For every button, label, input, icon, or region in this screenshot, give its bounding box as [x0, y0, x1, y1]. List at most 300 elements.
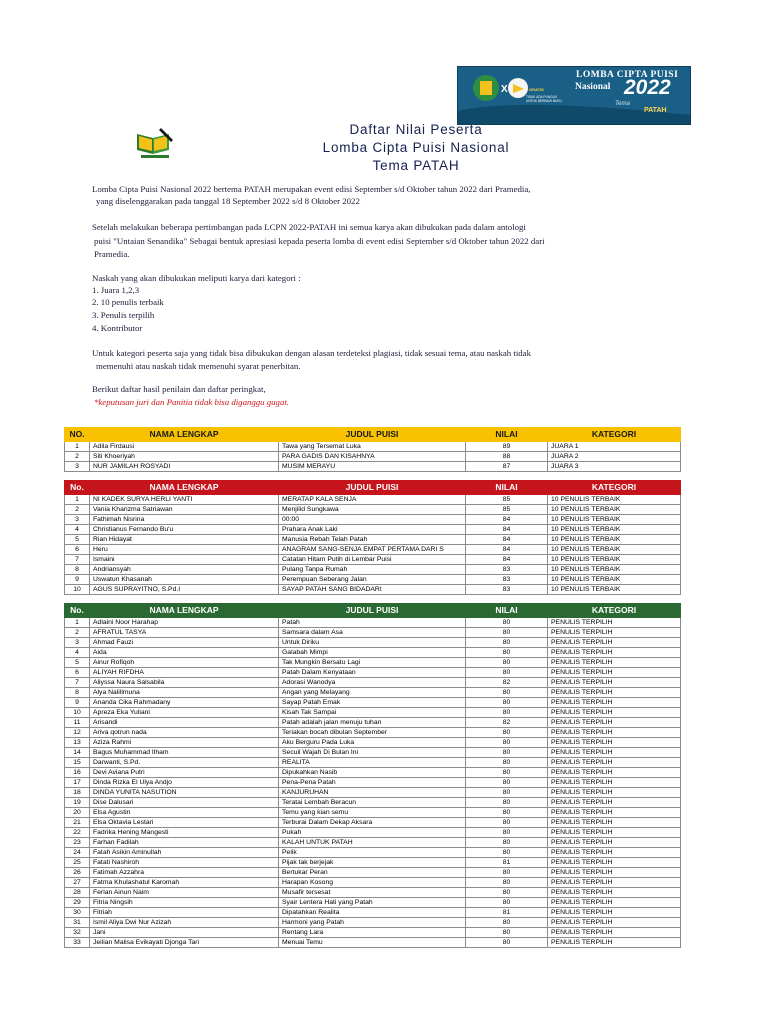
cell-nilai: 81	[466, 908, 548, 918]
cell-nama: Arisandi	[90, 718, 279, 728]
banner-tema: PATAH	[644, 107, 667, 114]
cell-nama: Adila Firdausi	[90, 442, 279, 452]
cell-no: 2	[65, 452, 90, 462]
cell-kategori: PENULIS TERPILIH	[548, 888, 681, 898]
cell-nilai: 80	[466, 828, 548, 838]
cell-judul: Musafir tersesat	[279, 888, 466, 898]
table-row	[65, 688, 681, 698]
cell-nilai: 85	[466, 505, 548, 515]
cell-judul: Patah adalah jalan menuju tuhan	[279, 718, 466, 728]
cell-kategori: PENULIS TERPILIH	[548, 728, 681, 738]
table-row	[65, 575, 681, 585]
cell-judul: Harapan Kosong	[279, 878, 466, 888]
table-row	[65, 838, 681, 848]
untuk-line-1: Untuk kategori peserta saja yang tidak bisa dibukukan dengan alasan terdeteksi plagiasi, tidak sesuai tema, atau naskah tidak	[92, 348, 531, 358]
cell-judul: Tawa yang Tersemat Luka	[279, 442, 466, 452]
untuk-line-2: memenuhi atau naskah tidak memenuhi syarat penerbitan.	[96, 361, 301, 371]
cell-nama: Ferlan Ainun Naim	[90, 888, 279, 898]
cell-kategori: PENULIS TERPILIH	[548, 848, 681, 858]
cell-nama: Fatah Asikin Aminullah	[90, 848, 279, 858]
cell-nama: Ainur Rofiqoh	[90, 658, 279, 668]
cell-no: 19	[65, 798, 90, 808]
table-header-row	[65, 428, 681, 442]
cell-no: 26	[65, 868, 90, 878]
cell-nama: Jeilian Malisa Evikayati Djonga Tari	[90, 938, 279, 948]
category-item: 3. Penulis terpilih	[92, 310, 155, 320]
cell-nama: Vania Kharizma Satriawan	[90, 505, 279, 515]
cell-no: 3	[65, 462, 90, 472]
cell-kategori: PENULIS TERPILIH	[548, 838, 681, 848]
cell-kategori: PENULIS TERPILIH	[548, 738, 681, 748]
cell-no: 3	[65, 638, 90, 648]
cell-nilai: 80	[466, 808, 548, 818]
cell-nama: Fatati Nashiroh	[90, 858, 279, 868]
cell-judul: PARA GADIS DAN KISAHNYA	[279, 452, 466, 462]
cell-nama: Aliyssa Naura Salsabila	[90, 678, 279, 688]
cell-nilai: 85	[466, 495, 548, 505]
cell-nama: Farhan Fadilah	[90, 838, 279, 848]
table-row	[65, 788, 681, 798]
cell-kategori: 10 PENULIS TERBAIK	[548, 585, 681, 595]
header-kategori: KATEGORI	[548, 604, 681, 618]
cell-kategori: 10 PENULIS TERBAIK	[548, 525, 681, 535]
cell-nilai: 80	[466, 918, 548, 928]
cell-judul: Terburai Dalam Dekap Aksara	[279, 818, 466, 828]
cell-no: 4	[65, 648, 90, 658]
cell-nama: ALIYAH RIFDHA	[90, 668, 279, 678]
table-row	[65, 565, 681, 575]
cell-no: 7	[65, 555, 90, 565]
cell-judul: KALAH UNTUK PATAH	[279, 838, 466, 848]
cell-judul: Pukah	[279, 828, 466, 838]
disclaimer-note: *keputusan juri dan Panitia tidak bisa diganggu gugat.	[94, 397, 289, 407]
header-nilai: NILAI	[466, 481, 548, 495]
cell-no: 29	[65, 898, 90, 908]
cell-no: 5	[65, 658, 90, 668]
category-item: 2. 10 penulis terbaik	[92, 297, 164, 307]
banner-tagline: TIDAK ADA PUNGLIK UNTUK BERBAGI BUKU	[526, 95, 562, 103]
cell-nama: Fatimah Azzahra	[90, 868, 279, 878]
cell-nama: Dise Dalusari	[90, 798, 279, 808]
cell-nama: Fadrika Hening Mangesti	[90, 828, 279, 838]
cell-kategori: PENULIS TERPILIH	[548, 628, 681, 638]
table-row	[65, 628, 681, 638]
juara-table	[64, 427, 681, 472]
table-row	[65, 442, 681, 452]
cell-no: 15	[65, 758, 90, 768]
cell-no: 13	[65, 738, 90, 748]
cell-nilai: 84	[466, 555, 548, 565]
cell-judul: Dipukahkan Nasib	[279, 768, 466, 778]
table-header-row	[65, 604, 681, 618]
cell-nama: Devi Aviana Putri	[90, 768, 279, 778]
cell-judul: Prahara Anak Laki	[279, 525, 466, 535]
cell-judul: Bertukar Peran	[279, 868, 466, 878]
table-row	[65, 818, 681, 828]
table-row	[65, 858, 681, 868]
cell-nilai: 80	[466, 748, 548, 758]
cell-nilai: 80	[466, 758, 548, 768]
terpilih-table	[64, 603, 681, 948]
cell-judul: Pena-Pena Patah	[279, 778, 466, 788]
cell-nama: Heru	[90, 545, 279, 555]
cell-kategori: PENULIS TERPILIH	[548, 778, 681, 788]
cell-nilai: 87	[466, 462, 548, 472]
cell-nilai: 84	[466, 535, 548, 545]
header-kategori: KATEGORI	[548, 481, 681, 495]
cell-judul: Harmoni yang Patah	[279, 918, 466, 928]
cell-kategori: PENULIS TERPILIH	[548, 818, 681, 828]
cell-no: 23	[65, 838, 90, 848]
cell-kategori: 10 PENULIS TERBAIK	[548, 495, 681, 505]
cell-nama: Dinda Rizka El Ulya Andjo	[90, 778, 279, 788]
cell-judul: Menuai Temu	[279, 938, 466, 948]
table-row	[65, 728, 681, 738]
naskah-intro: Naskah yang akan dibukukan meliputi karya dari kategori :	[92, 273, 301, 283]
cell-no: 27	[65, 878, 90, 888]
pramedia-logo	[131, 126, 179, 160]
cell-nama: Elsa Agustin	[90, 808, 279, 818]
cell-kategori: PENULIS TERPILIH	[548, 868, 681, 878]
cell-nama: Andriansyah	[90, 565, 279, 575]
table-row	[65, 918, 681, 928]
cell-nilai: 80	[466, 668, 548, 678]
header-nama: NAMA LENGKAP	[90, 604, 279, 618]
cell-judul: Pijak tak berjejak	[279, 858, 466, 868]
cell-nilai: 80	[466, 708, 548, 718]
cell-nilai: 80	[466, 698, 548, 708]
berikut-text: Berikut daftar hasil penilain dan daftar peringkat,	[92, 384, 266, 394]
table-row	[65, 888, 681, 898]
cell-kategori: PENULIS TERPILIH	[548, 788, 681, 798]
cell-no: 10	[65, 708, 90, 718]
table-row	[65, 555, 681, 565]
cell-kategori: JUARA 3	[548, 462, 681, 472]
cell-nama: Alya Nalillmuna	[90, 688, 279, 698]
table-row	[65, 768, 681, 778]
cell-kategori: PENULIS TERPILIH	[548, 718, 681, 728]
cell-no: 8	[65, 688, 90, 698]
cell-nilai: 83	[466, 565, 548, 575]
cell-nilai: 80	[466, 938, 548, 948]
cell-judul: Pulang Tanpa Rumah	[279, 565, 466, 575]
cell-judul: MERATAP KALA SENJA	[279, 495, 466, 505]
cell-nama: Aida	[90, 648, 279, 658]
table-row	[65, 668, 681, 678]
cell-judul: Kisah Tak Sampai	[279, 708, 466, 718]
cell-nilai: 80	[466, 658, 548, 668]
table-row	[65, 718, 681, 728]
cell-no: 30	[65, 908, 90, 918]
cell-kategori: PENULIS TERPILIH	[548, 648, 681, 658]
table-row	[65, 462, 681, 472]
cell-judul: Tak Mungkin Bersatu Lagi	[279, 658, 466, 668]
cell-kategori: 10 PENULIS TERBAIK	[548, 535, 681, 545]
cell-kategori: PENULIS TERPILIH	[548, 928, 681, 938]
header-no: NO.	[65, 428, 90, 442]
banner-year: 2022	[624, 76, 671, 99]
header-judul: JUDUL PUISI	[279, 604, 466, 618]
cell-kategori: PENULIS TERPILIH	[548, 618, 681, 628]
cell-no: 18	[65, 788, 90, 798]
cell-judul: Angan yang Melayang	[279, 688, 466, 698]
table-row	[65, 525, 681, 535]
cell-judul: Temu yang kian semu	[279, 808, 466, 818]
cell-nilai: 80	[466, 688, 548, 698]
cell-nama: Ismaini	[90, 555, 279, 565]
cell-nama: NUR JAMILAH ROSYADI	[90, 462, 279, 472]
cell-judul: Galabah Mimpi	[279, 648, 466, 658]
cell-nama: Ahmad Fauzi	[90, 638, 279, 648]
cell-kategori: PENULIS TERPILIH	[548, 918, 681, 928]
table-row	[65, 505, 681, 515]
cell-judul: Dipatahkan Realita	[279, 908, 466, 918]
cell-kategori: PENULIS TERPILIH	[548, 678, 681, 688]
cell-nilai: 80	[466, 728, 548, 738]
cell-no: 33	[65, 938, 90, 948]
table-row	[65, 828, 681, 838]
cell-nilai: 83	[466, 575, 548, 585]
cell-no: 1	[65, 442, 90, 452]
table-header-row	[65, 481, 681, 495]
cell-kategori: PENULIS TERPILIH	[548, 878, 681, 888]
badge-text: GRATIS	[529, 87, 544, 92]
table-row	[65, 658, 681, 668]
cell-judul: Adorasi Wanodya	[279, 678, 466, 688]
cell-no: 1	[65, 495, 90, 505]
intro-line-2: yang diselenggarakan pada tanggal 18 September 2022 s/d 8 Oktober 2022	[96, 196, 360, 206]
cell-no: 8	[65, 565, 90, 575]
cell-nilai: 80	[466, 638, 548, 648]
table-row	[65, 898, 681, 908]
cell-nilai: 83	[466, 585, 548, 595]
cell-nilai: 80	[466, 848, 548, 858]
cell-kategori: PENULIS TERPILIH	[548, 938, 681, 948]
cell-nama: Fatma Khulashatul Karomah	[90, 878, 279, 888]
cell-nama: Fitriah	[90, 908, 279, 918]
cell-kategori: PENULIS TERPILIH	[548, 698, 681, 708]
cell-nama: Christianus Fernando Bu'u	[90, 525, 279, 535]
cell-kategori: PENULIS TERPILIH	[548, 908, 681, 918]
header-no: No.	[65, 604, 90, 618]
cell-nama: Siti Khoeriyah	[90, 452, 279, 462]
cell-no: 9	[65, 575, 90, 585]
banner-tema-label: Tema	[615, 101, 630, 107]
cell-nilai: 82	[466, 678, 548, 688]
table-row	[65, 928, 681, 938]
cell-nilai: 89	[466, 442, 548, 452]
cell-no: 5	[65, 535, 90, 545]
cell-nama: Darwanti, S.Pd.	[90, 758, 279, 768]
cell-nama: Ariva qotrun nada	[90, 728, 279, 738]
cell-kategori: PENULIS TERPILIH	[548, 708, 681, 718]
cell-nilai: 80	[466, 888, 548, 898]
cell-judul: Catatan Hitam Putih di Lembar Puisi	[279, 555, 466, 565]
terbaik-table	[64, 480, 681, 595]
para2-line-3: Pramedia.	[94, 249, 130, 259]
cell-nilai: 84	[466, 525, 548, 535]
cell-judul: Patah Dalam Kenyataan	[279, 668, 466, 678]
cell-no: 32	[65, 928, 90, 938]
cell-judul: Manusia Rebah Telah Patah	[279, 535, 466, 545]
header-judul: JUDUL PUISI	[279, 481, 466, 495]
table-row	[65, 868, 681, 878]
header-nilai: NILAI	[466, 604, 548, 618]
table-row	[65, 515, 681, 525]
cell-nama: Ananda Cika Rahmadany	[90, 698, 279, 708]
cell-nilai: 80	[466, 928, 548, 938]
cell-nama: Rian Hidayat	[90, 535, 279, 545]
cell-no: 1	[65, 618, 90, 628]
cell-judul: Aku Berguru Pada Luka	[279, 738, 466, 748]
cell-no: 12	[65, 728, 90, 738]
header-no: No.	[65, 481, 90, 495]
cell-judul: Sayap Patah Emak	[279, 698, 466, 708]
cell-judul: Teriakan bocah dibulan September	[279, 728, 466, 738]
cell-nama: Fitria Ningsih	[90, 898, 279, 908]
cell-nilai: 80	[466, 788, 548, 798]
cell-judul: REALITA	[279, 758, 466, 768]
cell-nama: NI KADEK SURYA HERLI YANTI	[90, 495, 279, 505]
table-row	[65, 585, 681, 595]
cell-nilai: 88	[466, 452, 548, 462]
cell-kategori: PENULIS TERPILIH	[548, 768, 681, 778]
cell-judul: Rentang Lara	[279, 928, 466, 938]
cell-judul: Menjilid Sungkawa	[279, 505, 466, 515]
cell-nama: Adlaini Noor Harahap	[90, 618, 279, 628]
cell-no: 3	[65, 515, 90, 525]
cell-no: 17	[65, 778, 90, 788]
cell-kategori: PENULIS TERPILIH	[548, 748, 681, 758]
table-row	[65, 798, 681, 808]
cell-judul: Teratai Lembah Beracun	[279, 798, 466, 808]
cell-no: 20	[65, 808, 90, 818]
cell-nilai: 80	[466, 878, 548, 888]
para2-line-1: Setelah melakukan beberapa pertimbangan pada LCPN 2022-PATAH ini semua karya akan dibukukan pada dalam antologi	[92, 222, 526, 232]
cell-no: 10	[65, 585, 90, 595]
category-item: 1. Juara 1,2,3	[92, 285, 140, 295]
cell-judul: 00:00	[279, 515, 466, 525]
cell-kategori: PENULIS TERPILIH	[548, 668, 681, 678]
header-nama: NAMA LENGKAP	[90, 428, 279, 442]
cell-kategori: PENULIS TERPILIH	[548, 828, 681, 838]
table-row	[65, 738, 681, 748]
cell-kategori: PENULIS TERPILIH	[548, 758, 681, 768]
cell-judul: Secuil Wajah Di Bulan Ini	[279, 748, 466, 758]
header-nilai: NILAI	[466, 428, 548, 442]
cell-no: 14	[65, 748, 90, 758]
cell-kategori: PENULIS TERPILIH	[548, 658, 681, 668]
cell-judul: Untuk Diriku	[279, 638, 466, 648]
cell-no: 28	[65, 888, 90, 898]
cell-no: 2	[65, 628, 90, 638]
cell-kategori: 10 PENULIS TERBAIK	[548, 545, 681, 555]
cell-no: 16	[65, 768, 90, 778]
table-row	[65, 452, 681, 462]
cell-no: 6	[65, 668, 90, 678]
para2-line-2: puisi "Untaian Senandika" Sebagai bentuk apresiasi kepada peserta lomba di event edisi September s/d Oktober tahun 2022 dari	[94, 236, 545, 246]
cell-no: 21	[65, 818, 90, 828]
cell-nilai: 80	[466, 768, 548, 778]
cell-nilai: 80	[466, 898, 548, 908]
cell-judul: Patah	[279, 618, 466, 628]
cell-nilai: 80	[466, 778, 548, 788]
cell-nilai: 84	[466, 515, 548, 525]
cell-kategori: PENULIS TERPILIH	[548, 798, 681, 808]
cell-no: 31	[65, 918, 90, 928]
cell-nilai: 82	[466, 718, 548, 728]
cell-nilai: 80	[466, 798, 548, 808]
page-theme: Tema PATAH	[372, 158, 460, 173]
cell-kategori: 10 PENULIS TERBAIK	[548, 515, 681, 525]
cell-judul: Syair Lentera Hati yang Patah	[279, 898, 466, 908]
cell-no: 7	[65, 678, 90, 688]
cell-nama: Uswatun Khasanah	[90, 575, 279, 585]
cell-no: 25	[65, 858, 90, 868]
table-row	[65, 748, 681, 758]
intro-line-1: Lomba Cipta Puisi Nasional 2022 bertema PATAH merupakan event edisi September s/d Oktober tahun 2022 dari Pramedia,	[92, 184, 531, 194]
cell-nama: Bagus Muhammad Ilham	[90, 748, 279, 758]
cell-judul: SAYAP PATAH SANG BIDADARI	[279, 585, 466, 595]
cell-kategori: 10 PENULIS TERBAIK	[548, 505, 681, 515]
cell-no: 22	[65, 828, 90, 838]
cell-judul: Pelik	[279, 848, 466, 858]
cell-kategori: PENULIS TERPILIH	[548, 858, 681, 868]
cell-nama: DINDA YUNITA NASUTION	[90, 788, 279, 798]
table-row	[65, 545, 681, 555]
cell-no: 24	[65, 848, 90, 858]
cell-nama: Fathimah Nisrina	[90, 515, 279, 525]
table-row	[65, 758, 681, 768]
table-row	[65, 648, 681, 658]
cell-nama: Jani	[90, 928, 279, 938]
table-row	[65, 618, 681, 628]
cell-judul: Samsara dalam Asa	[279, 628, 466, 638]
table-row	[65, 495, 681, 505]
table-row	[65, 808, 681, 818]
cell-no: 11	[65, 718, 90, 728]
banner-subtitle: Nasional	[575, 82, 611, 92]
header-kategori: KATEGORI	[548, 428, 681, 442]
cell-kategori: JUARA 1	[548, 442, 681, 452]
table-row	[65, 708, 681, 718]
cell-kategori: PENULIS TERPILIH	[548, 638, 681, 648]
cell-no: 2	[65, 505, 90, 515]
header-judul: JUDUL PUISI	[279, 428, 466, 442]
cell-nama: AGUS SUPRAYITNO, S.Pd.I	[90, 585, 279, 595]
cell-nama: AFRATUL TASYA	[90, 628, 279, 638]
table-row	[65, 638, 681, 648]
header-nama: NAMA LENGKAP	[90, 481, 279, 495]
cell-judul: Perempuan Seberang Jalan	[279, 575, 466, 585]
table-row	[65, 848, 681, 858]
banner-title: LOMBA CIPTA PUISI	[576, 70, 679, 80]
cell-nilai: 81	[466, 858, 548, 868]
cell-nilai: 84	[466, 545, 548, 555]
table-row	[65, 908, 681, 918]
cell-no: 9	[65, 698, 90, 708]
cell-judul: ANAGRAM SANG-SENJA EMPAT PERTAMA DARI S	[279, 545, 466, 555]
category-item: 4. Kontributor	[92, 323, 143, 333]
cell-nilai: 80	[466, 868, 548, 878]
table-row	[65, 778, 681, 788]
cell-kategori: 10 PENULIS TERBAIK	[548, 555, 681, 565]
table-row	[65, 938, 681, 948]
cell-nilai: 80	[466, 648, 548, 658]
cell-no: 6	[65, 545, 90, 555]
event-banner	[457, 66, 691, 125]
cell-nilai: 80	[466, 818, 548, 828]
